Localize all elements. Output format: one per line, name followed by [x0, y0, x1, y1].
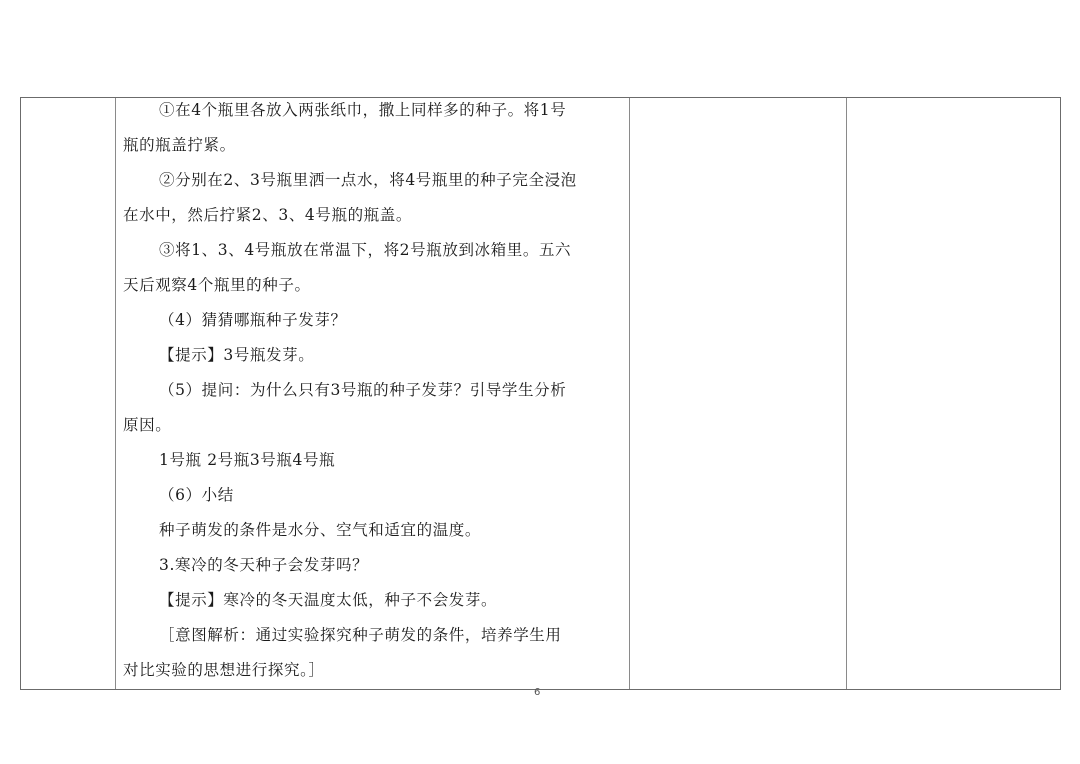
step-3-line-1: ③将1、3、4号瓶放在常温下，将2号瓶放到冰箱里。五六	[159, 241, 572, 259]
intent-analysis-line-1: ［意图解析：通过实验探究种子萌发的条件，培养学生用	[159, 626, 562, 644]
column-divider-3	[846, 98, 847, 689]
hint-2: 【提示】寒冷的冬天温度太低，种子不会发芽。	[159, 591, 498, 609]
column-divider-1	[115, 98, 116, 689]
question-3: 3.寒冷的冬天种子会发芽吗？	[159, 556, 369, 574]
hint-1: 【提示】3号瓶发芽。	[159, 346, 315, 364]
step-1-line-2: 瓶的瓶盖拧紧。	[123, 136, 236, 154]
page-number: 6	[534, 687, 541, 698]
step-1-line-1: ①在4个瓶里各放入两张纸巾，撒上同样多的种子。将1号	[159, 101, 567, 119]
question-5-line-2: 原因。	[123, 416, 172, 434]
step-2-line-2: 在水中，然后拧紧2、3、4号瓶的瓶盖。	[123, 206, 412, 224]
step-2-line-1: ②分别在2、3号瓶里洒一点水，将4号瓶里的种子完全浸泡	[159, 171, 577, 189]
summary-heading: （6）小结	[159, 486, 234, 504]
bottle-labels: 1号瓶 2号瓶3号瓶4号瓶	[159, 451, 336, 469]
column-divider-2	[629, 98, 630, 689]
guess-question: （4）猜猜哪瓶种子发芽？	[159, 311, 347, 329]
intent-analysis-line-2: 对比实验的思想进行探究。］	[123, 661, 325, 679]
step-3-line-2: 天后观察4个瓶里的种子。	[123, 276, 311, 294]
question-5-line-1: （5）提问：为什么只有3号瓶的种子发芽？引导学生分析	[159, 381, 567, 399]
summary-text: 种子萌发的条件是水分、空气和适宜的温度。	[159, 521, 482, 539]
